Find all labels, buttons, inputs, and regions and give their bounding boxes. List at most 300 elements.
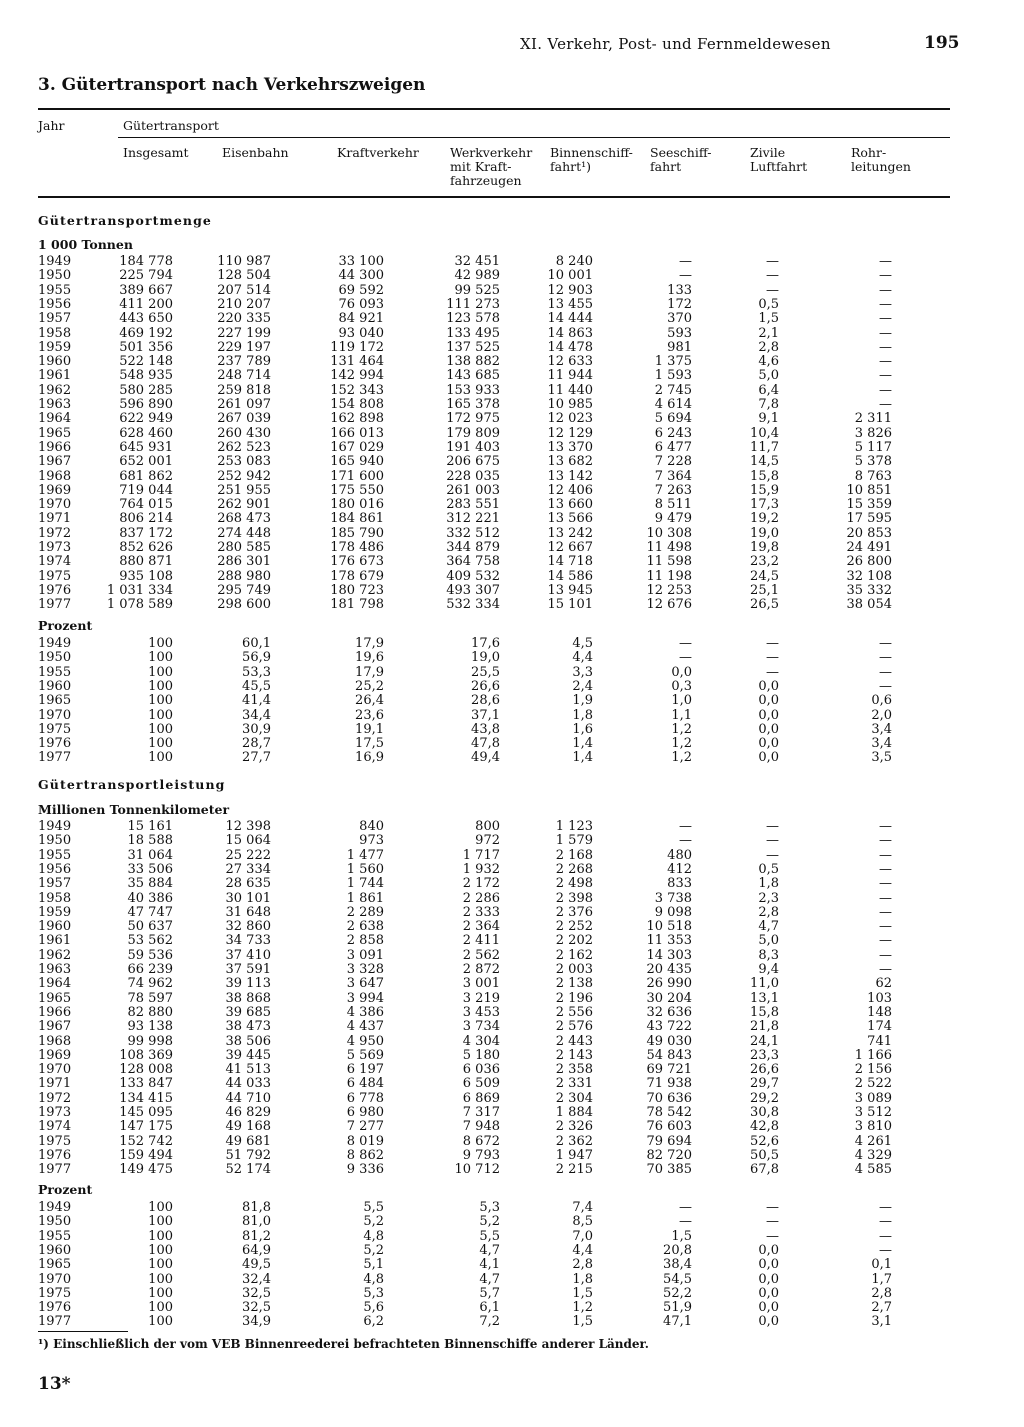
cell-luftfahrt: — [766, 636, 779, 651]
cell-kraftverkehr: 26,4 [355, 693, 384, 709]
cell-rohr: — [879, 268, 892, 284]
cell-kraftverkehr: 23,6 [355, 707, 384, 723]
cell-kraftverkehr: 2 638 [346, 919, 384, 935]
cell-insgesamt: 31 064 [127, 847, 173, 863]
cell-werkverkehr: 1 932 [462, 861, 500, 877]
cell-luftfahrt: 0,0 [758, 1300, 779, 1316]
cell-luftfahrt: 15,9 [750, 482, 779, 498]
cell-insgesamt: 100 [148, 736, 173, 752]
cell-insgesamt: 74 962 [127, 976, 173, 992]
cell-werkverkehr: 5,2 [479, 1214, 500, 1230]
cell-binnenschiff: 14 586 [547, 568, 593, 584]
cell-rohr: — [879, 311, 892, 327]
cell-luftfahrt: 23,2 [750, 554, 779, 570]
cell-rohr: — [879, 325, 892, 341]
cell-werkverkehr: 153 933 [446, 382, 500, 398]
cell-werkverkehr: 43,8 [471, 721, 500, 737]
cell-werkverkehr: 6 036 [462, 1062, 500, 1078]
cell-jahr: 1970 [38, 1271, 72, 1287]
cell-kraftverkehr: 1 861 [346, 890, 384, 906]
cell-insgesamt: 47 747 [127, 904, 173, 920]
cell-insgesamt: 469 192 [119, 325, 173, 341]
cell-rohr: — [879, 636, 892, 651]
cell-insgesamt: 100 [148, 1214, 173, 1230]
cell-werkverkehr: 123 578 [446, 311, 500, 327]
cell-luftfahrt: 25,1 [750, 582, 779, 598]
cell-eisenbahn: 39 113 [225, 976, 271, 992]
cell-luftfahrt: 0,0 [758, 1271, 779, 1287]
cell-jahr: 1971 [38, 1076, 72, 1092]
cell-seeschiff: 3 738 [654, 890, 692, 906]
cell-seeschiff: — [679, 819, 692, 834]
cell-insgesamt: 100 [148, 1200, 173, 1215]
table-title: 3. Gütertransport nach Verkehrszweigen [38, 75, 426, 95]
cell-luftfahrt: 67,8 [750, 1162, 779, 1178]
cell-kraftverkehr: 185 790 [330, 525, 384, 541]
cell-rohr: 62 [875, 976, 892, 992]
cell-binnenschiff: 2 143 [555, 1047, 593, 1063]
cell-binnenschiff: 13 242 [547, 525, 593, 541]
cell-insgesamt: 100 [148, 678, 173, 694]
cell-werkverkehr: 111 273 [446, 296, 500, 312]
cell-binnenschiff: 7,0 [572, 1228, 593, 1244]
cell-rohr: 32 108 [846, 568, 892, 584]
cell-seeschiff: 1,2 [671, 736, 692, 752]
cell-kraftverkehr: 119 172 [330, 339, 384, 355]
cell-rohr: — [879, 890, 892, 906]
cell-kraftverkehr: 6,2 [363, 1314, 384, 1330]
page-number: 195 [924, 33, 960, 53]
cell-kraftverkehr: 3 647 [346, 976, 384, 992]
cell-rohr: 3,1 [871, 1314, 892, 1330]
cell-seeschiff: 0,3 [671, 678, 692, 694]
cell-luftfahrt: 0,5 [758, 861, 779, 877]
cell-jahr: 1970 [38, 497, 72, 513]
cell-rohr: 1 166 [854, 1047, 892, 1063]
cell-werkverkehr: 206 675 [446, 454, 500, 470]
cell-luftfahrt: 0,0 [758, 1285, 779, 1301]
cell-binnenschiff: 12 406 [547, 482, 593, 498]
cell-kraftverkehr: 180 016 [330, 497, 384, 513]
cell-eisenbahn: 51 792 [225, 1147, 271, 1163]
section-heading: Gütertransportleistung [38, 777, 226, 792]
cell-werkverkehr: 3 734 [462, 1019, 500, 1035]
cell-kraftverkehr: 175 550 [330, 482, 384, 498]
cell-jahr: 1975 [38, 568, 72, 584]
cell-rohr: — [879, 354, 892, 370]
cell-luftfahrt: 15,8 [750, 468, 779, 484]
col-header-luftfahrt: Zivile Luftfahrt [750, 145, 808, 174]
cell-eisenbahn: 49,5 [242, 1257, 271, 1273]
cell-kraftverkehr: 5 569 [346, 1047, 384, 1063]
cell-seeschiff: 7 364 [654, 468, 692, 484]
cell-kraftverkehr: 1 560 [346, 861, 384, 877]
cell-seeschiff: 1,5 [671, 1228, 692, 1244]
cell-seeschiff: 82 720 [646, 1147, 692, 1163]
cell-eisenbahn: 267 039 [217, 411, 271, 427]
cell-luftfahrt: — [766, 847, 779, 863]
cell-rohr: — [879, 254, 892, 269]
cell-werkverkehr: 8 672 [462, 1133, 500, 1149]
cell-seeschiff: — [679, 650, 692, 666]
cell-jahr: 1965 [38, 425, 72, 441]
cell-insgesamt: 596 890 [119, 397, 173, 412]
cell-seeschiff: — [679, 1214, 692, 1230]
cell-binnenschiff: 2 398 [555, 890, 593, 906]
cell-insgesamt: 100 [148, 1257, 173, 1273]
cell-kraftverkehr: 5,6 [363, 1300, 384, 1316]
cell-eisenbahn: 15 064 [225, 833, 271, 849]
cell-kraftverkehr: 9 336 [346, 1162, 384, 1178]
cell-eisenbahn: 32,5 [242, 1300, 271, 1316]
cell-eisenbahn: 227 199 [217, 325, 271, 341]
cell-insgesamt: 411 200 [119, 296, 173, 312]
cell-rohr: — [879, 1228, 892, 1244]
header-bottom-rule [38, 196, 950, 198]
cell-jahr: 1950 [38, 650, 72, 666]
cell-rohr: 5 117 [854, 439, 892, 455]
cell-kraftverkehr: 973 [359, 833, 384, 849]
cell-insgesamt: 100 [148, 1314, 173, 1330]
cell-eisenbahn: 49 681 [225, 1133, 271, 1149]
cell-rohr: — [879, 861, 892, 877]
cell-eisenbahn: 60,1 [242, 636, 271, 651]
cell-rohr: 3 089 [854, 1090, 892, 1106]
cell-kraftverkehr: 165 940 [330, 454, 384, 470]
cell-binnenschiff: 2 331 [555, 1076, 593, 1092]
cell-insgesamt: 99 998 [127, 1033, 173, 1049]
cell-werkverkehr: 26,6 [471, 678, 500, 694]
cell-eisenbahn: 210 207 [217, 296, 271, 312]
cell-luftfahrt: 2,1 [758, 325, 779, 341]
cell-luftfahrt: 23,3 [750, 1047, 779, 1063]
cell-luftfahrt: 19,0 [750, 525, 779, 541]
block-unit-label: Prozent [38, 1182, 93, 1197]
top-rule [38, 108, 950, 110]
cell-seeschiff: 1 375 [654, 354, 692, 370]
cell-luftfahrt: 0,0 [758, 678, 779, 694]
cell-rohr: 2,7 [871, 1300, 892, 1316]
cell-werkverkehr: 2 172 [462, 876, 500, 892]
cell-insgesamt: 100 [148, 636, 173, 651]
cell-binnenschiff: 4,4 [572, 650, 593, 666]
cell-luftfahrt: 19,2 [750, 511, 779, 527]
cell-binnenschiff: 1,2 [572, 1300, 593, 1316]
cell-eisenbahn: 32,5 [242, 1285, 271, 1301]
cell-kraftverkehr: 1 744 [346, 876, 384, 892]
cell-insgesamt: 1 078 589 [106, 597, 173, 613]
cell-binnenschiff: 4,4 [572, 1242, 593, 1258]
cell-luftfahrt: 5,0 [758, 933, 779, 949]
cell-binnenschiff: 1,4 [572, 736, 593, 752]
cell-luftfahrt: — [766, 650, 779, 666]
cell-rohr: — [879, 296, 892, 312]
cell-binnenschiff: 12 129 [547, 425, 593, 441]
cell-insgesamt: 100 [148, 1271, 173, 1287]
cell-eisenbahn: 259 818 [217, 382, 271, 398]
cell-jahr: 1956 [38, 296, 72, 312]
cell-rohr: — [879, 1214, 892, 1230]
cell-werkverkehr: 99 525 [454, 282, 500, 298]
cell-werkverkehr: 5,7 [479, 1285, 500, 1301]
cell-seeschiff: 30 204 [646, 990, 692, 1006]
cell-jahr: 1977 [38, 1162, 72, 1178]
cell-binnenschiff: 13 945 [547, 582, 593, 598]
cell-binnenschiff: 1 884 [555, 1105, 593, 1120]
cell-rohr: 3 826 [854, 425, 892, 441]
cell-eisenbahn: 39 685 [225, 1004, 271, 1020]
cell-kraftverkehr: 181 798 [330, 597, 384, 613]
cell-luftfahrt: 2,8 [758, 339, 779, 355]
cell-eisenbahn: 288 980 [217, 568, 271, 584]
cell-rohr: 1,7 [871, 1271, 892, 1287]
cell-kraftverkehr: 6 197 [346, 1062, 384, 1078]
col-header-rohrleitungen: Rohr- leitungen [851, 145, 911, 174]
cell-binnenschiff: 2 326 [555, 1119, 593, 1135]
cell-eisenbahn: 286 301 [217, 554, 271, 570]
cell-insgesamt: 53 562 [127, 933, 173, 949]
cell-werkverkehr: 191 403 [446, 439, 500, 455]
cell-luftfahrt: — [766, 1200, 779, 1215]
cell-eisenbahn: 81,2 [242, 1228, 271, 1244]
cell-seeschiff: — [679, 1200, 692, 1215]
cell-luftfahrt: 14,5 [750, 454, 779, 470]
cell-jahr: 1974 [38, 1119, 72, 1135]
cell-eisenbahn: 38 868 [225, 990, 271, 1006]
cell-binnenschiff: 2 215 [555, 1162, 593, 1178]
cell-kraftverkehr: 19,6 [355, 650, 384, 666]
cell-seeschiff: 8 511 [654, 497, 692, 513]
cell-insgesamt: 128 008 [119, 1062, 173, 1078]
cell-kraftverkehr: 69 592 [338, 282, 384, 298]
cell-seeschiff: 6 243 [654, 425, 692, 441]
cell-seeschiff: 1,2 [671, 721, 692, 737]
cell-jahr: 1965 [38, 990, 72, 1006]
cell-eisenbahn: 30,9 [242, 721, 271, 737]
cell-luftfahrt: 2,3 [758, 890, 779, 906]
cell-jahr: 1949 [38, 254, 72, 269]
cell-eisenbahn: 41,4 [242, 693, 271, 709]
cell-luftfahrt: 0,0 [758, 736, 779, 752]
cell-jahr: 1966 [38, 439, 72, 455]
cell-binnenschiff: 1,8 [572, 1271, 593, 1287]
cell-seeschiff: 370 [667, 311, 692, 327]
cell-seeschiff: 12 676 [646, 597, 692, 613]
cell-binnenschiff: 2 202 [555, 933, 593, 949]
cell-insgesamt: 837 172 [119, 525, 173, 541]
cell-werkverkehr: 133 495 [446, 325, 500, 341]
cell-rohr: 3,5 [871, 750, 892, 766]
cell-werkverkehr: 2 872 [462, 962, 500, 977]
running-header: XI. Verkehr, Post- und Fernmeldewesen [520, 35, 831, 53]
block-unit-label: Prozent [38, 618, 93, 633]
cell-binnenschiff: 13 142 [547, 468, 593, 484]
cell-kraftverkehr: 4,8 [363, 1228, 384, 1244]
cell-werkverkehr: 32 451 [454, 254, 500, 269]
cell-seeschiff: 70 636 [646, 1090, 692, 1106]
cell-seeschiff: 32 636 [646, 1004, 692, 1020]
cell-binnenschiff: 13 660 [547, 497, 593, 513]
cell-insgesamt: 145 095 [119, 1105, 173, 1120]
cell-luftfahrt: 11,7 [750, 439, 779, 455]
cell-werkverkehr: 172 975 [446, 411, 500, 427]
cell-insgesamt: 159 494 [119, 1147, 173, 1163]
cell-binnenschiff: 14 718 [547, 554, 593, 570]
cell-werkverkehr: 179 809 [446, 425, 500, 441]
cell-binnenschiff: 7,4 [572, 1200, 593, 1215]
cell-insgesamt: 100 [148, 693, 173, 709]
cell-kraftverkehr: 840 [359, 819, 384, 834]
cell-eisenbahn: 30 101 [225, 890, 271, 906]
cell-kraftverkehr: 5,3 [363, 1285, 384, 1301]
cell-rohr: — [879, 933, 892, 949]
cell-seeschiff: 54,5 [663, 1271, 692, 1287]
cell-insgesamt: 622 949 [119, 411, 173, 427]
cell-rohr: — [879, 664, 892, 680]
cell-seeschiff: 1,1 [671, 707, 692, 723]
cell-jahr: 1965 [38, 1257, 72, 1273]
cell-jahr: 1974 [38, 554, 72, 570]
col-header-kraftverkehr: Kraftverkehr [337, 145, 419, 160]
cell-werkverkehr: 493 307 [446, 582, 500, 598]
cell-jahr: 1972 [38, 1090, 72, 1106]
cell-binnenschiff: 2 443 [555, 1033, 593, 1049]
cell-rohr: 3 810 [854, 1119, 892, 1135]
cell-werkverkehr: 283 551 [446, 497, 500, 513]
cell-luftfahrt: — [766, 1228, 779, 1244]
cell-luftfahrt: 7,8 [758, 397, 779, 412]
cell-werkverkehr: 25,5 [471, 664, 500, 680]
cell-seeschiff: 2 745 [654, 382, 692, 398]
cell-rohr: 0,1 [871, 1257, 892, 1273]
cell-seeschiff: 70 385 [646, 1162, 692, 1178]
cell-eisenbahn: 27,7 [242, 750, 271, 766]
cell-seeschiff: 69 721 [646, 1062, 692, 1078]
cell-luftfahrt: 15,8 [750, 1004, 779, 1020]
cell-rohr: — [879, 947, 892, 963]
cell-seeschiff: 52,2 [663, 1285, 692, 1301]
cell-kraftverkehr: 6 980 [346, 1105, 384, 1120]
cell-werkverkehr: 10 712 [454, 1162, 500, 1178]
cell-kraftverkehr: 6 778 [346, 1090, 384, 1106]
cell-jahr: 1970 [38, 1062, 72, 1078]
cell-binnenschiff: 2,8 [572, 1257, 593, 1273]
cell-seeschiff: 9 098 [654, 904, 692, 920]
cell-rohr: 2,0 [871, 707, 892, 723]
cell-seeschiff: 51,9 [663, 1300, 692, 1316]
cell-seeschiff: 4 614 [654, 397, 692, 412]
cell-seeschiff: 14 303 [646, 947, 692, 963]
cell-jahr: 1975 [38, 1133, 72, 1149]
cell-jahr: 1967 [38, 454, 72, 470]
cell-kraftverkehr: 3 328 [346, 962, 384, 977]
cell-luftfahrt: 2,8 [758, 904, 779, 920]
cell-werkverkehr: 1 717 [462, 847, 500, 863]
cell-rohr: 0,6 [871, 693, 892, 709]
cell-insgesamt: 134 415 [119, 1090, 173, 1106]
cell-binnenschiff: 10 985 [547, 397, 593, 412]
cell-eisenbahn: 81,0 [242, 1214, 271, 1230]
cell-insgesamt: 100 [148, 1285, 173, 1301]
cell-seeschiff: 1 593 [654, 368, 692, 384]
cell-binnenschiff: 2 003 [555, 962, 593, 977]
cell-jahr: 1961 [38, 933, 72, 949]
cell-binnenschiff: 1 579 [555, 833, 593, 849]
cell-werkverkehr: 3 219 [462, 990, 500, 1006]
cell-kraftverkehr: 3 091 [346, 947, 384, 963]
cell-binnenschiff: 1 947 [555, 1147, 593, 1163]
cell-insgesamt: 15 161 [127, 819, 173, 834]
cell-insgesamt: 806 214 [119, 511, 173, 527]
cell-kraftverkehr: 2 289 [346, 904, 384, 920]
block-unit-label: 1 000 Tonnen [38, 237, 133, 252]
cell-insgesamt: 78 597 [127, 990, 173, 1006]
cell-eisenbahn: 32,4 [242, 1271, 271, 1287]
cell-jahr: 1956 [38, 861, 72, 877]
cell-rohr: — [879, 1200, 892, 1215]
cell-kraftverkehr: 162 898 [330, 411, 384, 427]
cell-luftfahrt: 24,1 [750, 1033, 779, 1049]
cell-rohr: 2 522 [854, 1076, 892, 1092]
col-header-gruppe: Gütertransport [123, 118, 219, 133]
cell-eisenbahn: 280 585 [217, 540, 271, 555]
cell-rohr: 2 311 [854, 411, 892, 427]
cell-seeschiff: 5 694 [654, 411, 692, 427]
cell-jahr: 1976 [38, 1147, 72, 1163]
cell-binnenschiff: 11 440 [547, 382, 593, 398]
cell-seeschiff: 480 [667, 847, 692, 863]
cell-binnenschiff: 4,5 [572, 636, 593, 651]
cell-insgesamt: 501 356 [119, 339, 173, 355]
cell-jahr: 1957 [38, 876, 72, 892]
cell-insgesamt: 100 [148, 1228, 173, 1244]
cell-eisenbahn: 237 789 [217, 354, 271, 370]
cell-jahr: 1955 [38, 664, 72, 680]
cell-eisenbahn: 27 334 [225, 861, 271, 877]
cell-jahr: 1977 [38, 597, 72, 613]
cell-binnenschiff: 13 455 [547, 296, 593, 312]
cell-rohr: 4 329 [854, 1147, 892, 1163]
cell-eisenbahn: 34,9 [242, 1314, 271, 1330]
cell-jahr: 1975 [38, 1285, 72, 1301]
cell-werkverkehr: 17,6 [471, 636, 500, 651]
cell-eisenbahn: 252 942 [217, 468, 271, 484]
cell-binnenschiff: 2 358 [555, 1062, 593, 1078]
cell-werkverkehr: 3 453 [462, 1004, 500, 1020]
cell-jahr: 1964 [38, 976, 72, 992]
cell-binnenschiff: 11 944 [547, 368, 593, 384]
cell-eisenbahn: 262 901 [217, 497, 271, 513]
cell-werkverkehr: 4 304 [462, 1033, 500, 1049]
cell-rohr: 15 359 [846, 497, 892, 513]
cell-rohr: — [879, 919, 892, 935]
cell-eisenbahn: 44 033 [225, 1076, 271, 1092]
cell-seeschiff: 12 253 [646, 582, 692, 598]
cell-kraftverkehr: 2 858 [346, 933, 384, 949]
cell-binnenschiff: 1,6 [572, 721, 593, 737]
cell-eisenbahn: 64,9 [242, 1242, 271, 1258]
cell-binnenschiff: 1,5 [572, 1314, 593, 1330]
cell-werkverkehr: 19,0 [471, 650, 500, 666]
cell-binnenschiff: 1,9 [572, 693, 593, 709]
cell-luftfahrt: — [766, 664, 779, 680]
cell-luftfahrt: 1,8 [758, 876, 779, 892]
cell-seeschiff: 593 [667, 325, 692, 341]
cell-insgesamt: 681 862 [119, 468, 173, 484]
cell-eisenbahn: 38 473 [225, 1019, 271, 1035]
cell-binnenschiff: 15 101 [547, 597, 593, 613]
cell-rohr: — [879, 678, 892, 694]
